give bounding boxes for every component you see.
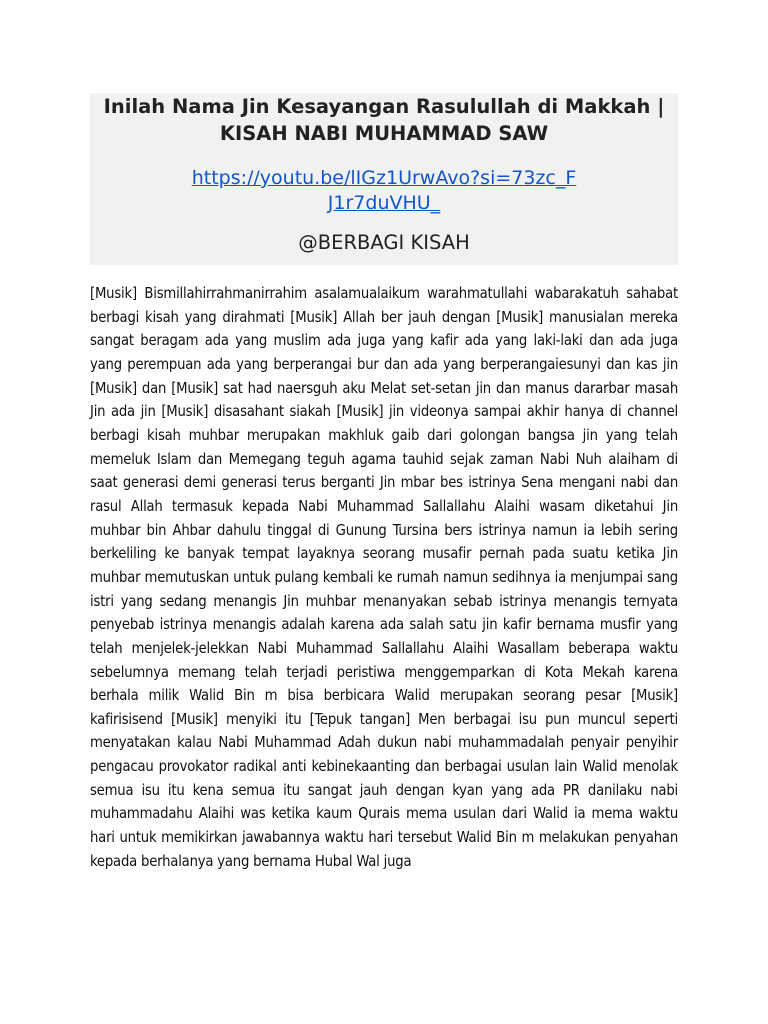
transcript-text: [Musik] Bismillahirrahmanirrahim asalamualaikum warahmatullahi wabarakatuh sahabat berbagi kisah yang dirahmati [Musik] Allah ber jauh dengan [Musik] manusialan mereka sangat beragam ada yang muslim ada juga yang kafir ada yang laki-laki dan ada juga yang perempuan ada yang berperangai bur dan ada yang berperangaiesunyi dan kas jin [Musik] dan [Musik] sat had naersguh aku Melat set-setan jin dan manus dararbar masah Jin ada jin [Musik] disasahant siakah [Musik] jin videonya sampai akhir hanya di channel berbagi kisah muhbar merupakan makhluk gaib dari golongan bangsa jin yang telah memeluk Islam dan Memegang teguh agama tauhid sejak zaman Nabi Nuh alaiham di saat generasi demi generasi terus berganti Jin mbar bes istrinya Sena mengani nabi dan rasul Allah termasuk kepada Nabi Muhammad Sallallahu Alaihi wasam diketahui Jin muhbar bin Ahbar dahulu tinggal di Gunung Tursina bers istrinya namun ia lebih sering berkeliling ke banyak tempat layaknya seorang musafir pernah pada suatu ketika Jin muhbar memutuskan untuk pulang kembali ke rumah namun sedihnya ia menjumpai sang istri yang sedang menangis Jin muhbar menanyakan sebab istrinya menangis ternyata penyebab istrinya menangis adalah karena ada salah satu jin kafir bernama musfir yang telah menjelek-jelekkan Nabi Muhammad Sallallahu Alaihi Wasallam beberapa waktu sebelumnya memang telah terjadi peristiwa menggemparkan di Kota Mekah karena berhala milik Walid Bin m bisa berbicara Walid merupakan seorang pesar [Musik] kafirisisend [Musik] menyiki itu [Tepuk tangan] Men berbagai isu pun muncul seperti menyatakan kalau Nabi Muhammad Adah dukun nabi muhammadalah penyair penyihir pengacau provokator radikal anti kebinekaanting dan berbagai usulan lain Walid menolak semua isu itu kena semua itu sangat jauh dengan kyan yang ada PR danilaku nabi muhammadahu Alaihi was ketika kaum Qurais mema usulan dari Walid ia mema waktu hari untuk memikirkan jawabannya waktu hari tersebut Walid Bin m melakukan penyahan kepada berhalanya yang bernama Hubal Wal juga bbox=[90, 285, 678, 870]
channel-name: @BERBAGI KISAH bbox=[298, 231, 470, 254]
header-box bbox=[90, 93, 678, 265]
document-page bbox=[90, 93, 678, 888]
document-title: Inilah Nama Jin Kesayangan Rasulullah di Makkah | KISAH NABI MUHAMMAD SAW bbox=[103, 95, 665, 145]
youtube-link[interactable]: https://youtu.be/lIGz1UrwAvo?si=73zc_FJ1r7duVHU_ bbox=[191, 167, 577, 214]
